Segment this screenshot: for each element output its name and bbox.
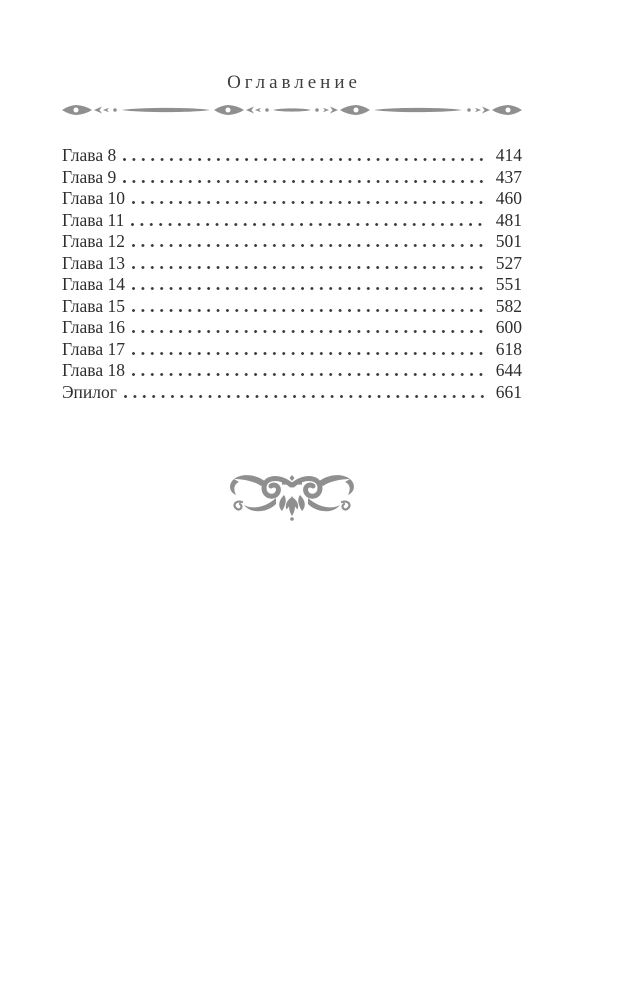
- toc-entry-label: Глава 12: [62, 231, 125, 251]
- toc-entry-page: 582: [495, 295, 522, 316]
- dot-leader: [124, 395, 485, 398]
- toc-entry-page: 460: [495, 188, 522, 208]
- page-title: Оглавление: [227, 72, 361, 93]
- toc-entry: [62, 317, 522, 339]
- toc-page: [62, 0, 522, 523]
- toc-entry-page: 618: [495, 338, 522, 359]
- toc-entry: [62, 382, 522, 404]
- toc-entry-page: 414: [495, 145, 522, 165]
- dot-leader: [123, 180, 485, 183]
- toc-entry: [62, 253, 522, 275]
- toc-entry-label: Глава 14: [62, 274, 125, 294]
- toc-list: [62, 145, 522, 403]
- toc-entry-label: Эпилог: [62, 381, 117, 402]
- toc-entry-page: 481: [495, 209, 522, 230]
- toc-entry: [62, 231, 522, 253]
- toc-entry-page: 527: [495, 252, 522, 273]
- toc-entry-label: Глава 13: [62, 252, 125, 273]
- ornamental-divider-icon: [62, 101, 522, 119]
- toc-entry: [62, 210, 522, 232]
- dot-leader: [132, 201, 485, 204]
- toc-entry-label: Глава 15: [62, 295, 125, 316]
- dot-leader: [132, 352, 485, 355]
- toc-entry-label: Глава 16: [62, 317, 125, 337]
- toc-entry: [62, 360, 522, 382]
- dot-leader: [132, 266, 485, 269]
- floral-flourish-icon: [62, 469, 522, 523]
- toc-entry-page: 501: [495, 231, 522, 251]
- dot-leader: [132, 244, 485, 247]
- toc-entry: [62, 339, 522, 361]
- toc-entry-label: Глава 9: [62, 166, 117, 187]
- toc-entry-page: 644: [495, 360, 522, 380]
- dot-leader: [132, 373, 485, 376]
- toc-entry-label: Глава 8: [62, 145, 117, 165]
- dot-leader: [131, 223, 485, 226]
- dot-leader: [132, 309, 485, 312]
- toc-entry-label: Глава 11: [62, 209, 125, 230]
- toc-entry-label: Глава 18: [62, 360, 125, 380]
- toc-entry-label: Глава 17: [62, 338, 125, 359]
- toc-entry-page: 661: [495, 381, 522, 402]
- dot-leader: [132, 330, 485, 333]
- toc-entry: [62, 188, 522, 210]
- toc-entry: [62, 145, 522, 167]
- toc-entry: [62, 274, 522, 296]
- toc-entry-page: 551: [495, 274, 522, 294]
- dot-leader: [132, 287, 485, 290]
- toc-entry-page: 437: [495, 166, 522, 187]
- toc-entry-page: 600: [495, 317, 522, 337]
- toc-entry: [62, 296, 522, 318]
- toc-entry: [62, 167, 522, 189]
- toc-entry-label: Глава 10: [62, 188, 125, 208]
- dot-leader: [123, 158, 485, 161]
